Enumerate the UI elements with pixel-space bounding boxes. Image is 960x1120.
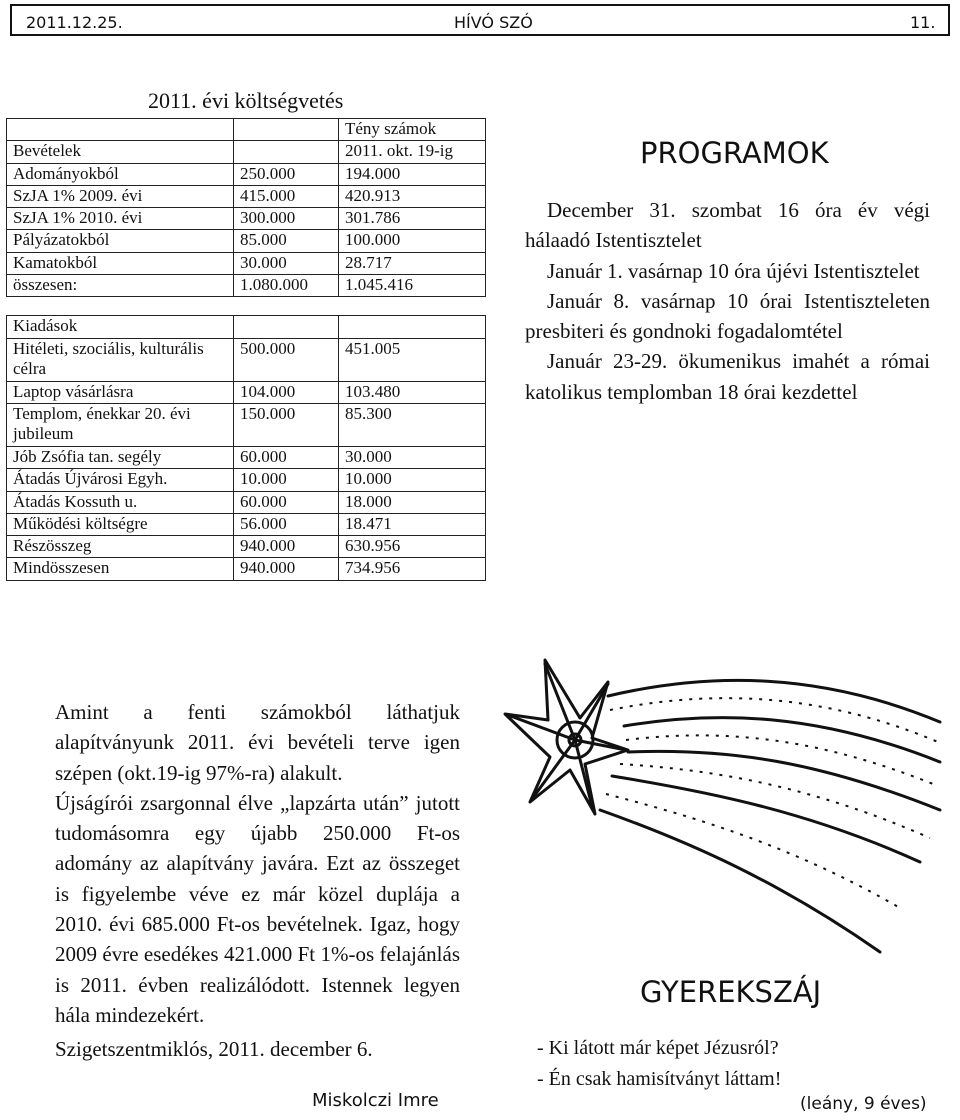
table-cell: 420.913 (339, 185, 486, 207)
table-cell: 85.300 (339, 403, 486, 446)
article-closing: Szigetszentmiklós, 2011. december 6. (55, 1037, 373, 1062)
table-cell (234, 119, 339, 141)
table-cell (7, 297, 234, 316)
table-cell: 940.000 (234, 536, 339, 558)
table-cell (7, 119, 234, 141)
header-page-number: 11. (910, 13, 936, 32)
table-cell: 85.000 (234, 230, 339, 252)
table-cell: 104.000 (234, 381, 339, 403)
shooting-star-illustration (500, 652, 950, 977)
table-cell: Adományokból (7, 163, 234, 185)
table-cell: Hitéleti, szociális, kulturális célra (7, 338, 234, 381)
table-cell (234, 297, 339, 316)
article-paragraph: Amint a fenti számokból láthatjuk alapítványunk 2011. évi bevételi terve igen szépen (okt.19-ig 97%-ra) alakult. (55, 700, 460, 785)
table-cell: Működési költségre (7, 513, 234, 535)
table-row (7, 252, 486, 274)
table-cell: SzJA 1% 2010. évi (7, 208, 234, 230)
table-cell: 18.471 (339, 513, 486, 535)
table-row (7, 381, 486, 403)
table-cell: Bevételek (7, 141, 234, 163)
table-spacer-row (7, 297, 486, 316)
page-header (10, 4, 950, 36)
table-cell: 60.000 (234, 491, 339, 513)
table-cell: 940.000 (234, 558, 339, 580)
table-cell: Pályázatokból (7, 230, 234, 252)
budget-title: 2011. évi költségvetés (148, 88, 344, 113)
header-title: HÍVÓ SZÓ (454, 13, 533, 32)
header-date: 2011.12.25. (26, 13, 123, 32)
table-cell: 56.000 (234, 513, 339, 535)
program-item: Január 8. vasárnap 10 órai Istentiszteleten presbiteri és gondnoki fogadalomtétel (525, 288, 930, 344)
table-row (7, 185, 486, 207)
table-cell: 500.000 (234, 338, 339, 381)
table-cell: összesen: (7, 275, 234, 297)
table-cell: 30.000 (339, 446, 486, 468)
table-row (7, 558, 486, 580)
table-cell: 60.000 (234, 446, 339, 468)
programs-title: PROGRAMOK (640, 136, 829, 170)
table-cell: 103.480 (339, 381, 486, 403)
table-row (7, 446, 486, 468)
program-item: December 31. szombat 16 óra év végi hálaadó Istentisztelet (525, 198, 930, 253)
kids-title: GYEREKSZÁJ (640, 975, 822, 1009)
table-cell: Kamatokból (7, 252, 234, 274)
budget-table (6, 118, 486, 581)
table-cell: 28.717 (339, 252, 486, 274)
table-cell: Tény számok (339, 119, 486, 141)
table-cell (234, 141, 339, 163)
kids-answer: - Én csak hamisítványt láttam! (537, 1068, 782, 1090)
programs-list (525, 195, 930, 407)
table-row (7, 119, 486, 141)
table-row (7, 403, 486, 446)
kids-signature: (leány, 9 éves) (800, 1094, 927, 1114)
table-cell: 150.000 (234, 403, 339, 446)
table-cell: 301.786 (339, 208, 486, 230)
table-cell: SzJA 1% 2009. évi (7, 185, 234, 207)
table-cell: 30.000 (234, 252, 339, 274)
table-row (7, 230, 486, 252)
table-cell: Jób Zsófia tan. segély (7, 446, 234, 468)
table-cell: 194.000 (339, 163, 486, 185)
table-row (7, 338, 486, 381)
table-row (7, 141, 486, 163)
table-cell: 734.956 (339, 558, 486, 580)
table-cell: 10.000 (234, 469, 339, 491)
table-row (7, 536, 486, 558)
table-row (7, 469, 486, 491)
article-paragraph: Újságírói zsargonnal élve „lapzárta után” jutott tudomásomra egy újabb 250.000 Ft-os adomány az alapítvány javára. Ezt az összeget is figyelembe véve ez már közel duplája a 2010. évi 685.000 Ft-os bevételnek. Igaz, hogy 2009 évre esedékes 421.000 Ft 1%-os felajánlás is 2011. évben realizálódott. Istennek legyen hála mindezekért. (55, 790, 460, 1027)
program-item: Január 1. vasárnap 10 óra újévi Istentisztelet (547, 258, 920, 283)
table-cell (339, 297, 486, 316)
table-cell (234, 316, 339, 338)
table-cell: Átadás Kossuth u. (7, 491, 234, 513)
table-cell: 250.000 (234, 163, 339, 185)
table-cell: 1.080.000 (234, 275, 339, 297)
table-cell: Laptop vásárlásra (7, 381, 234, 403)
table-cell: Átadás Újvárosi Egyh. (7, 469, 234, 491)
article (55, 697, 460, 1065)
table-cell: 2011. okt. 19-ig (339, 141, 486, 163)
table-cell: 415.000 (234, 185, 339, 207)
table-row (7, 208, 486, 230)
table-row (7, 491, 486, 513)
table-cell: 1.045.416 (339, 275, 486, 297)
table-row (7, 316, 486, 338)
table-cell: 630.956 (339, 536, 486, 558)
table-cell: 10.000 (339, 469, 486, 491)
program-item: Január 23-29. ökumenikus imahét a római katolikus templomban 18 órai kezdettel (525, 349, 930, 404)
table-cell (339, 316, 486, 338)
table-row (7, 513, 486, 535)
table-cell: Mindösszesen (7, 558, 234, 580)
article-author: Miskolczi Imre (312, 1090, 439, 1111)
table-cell: Kiadások (7, 316, 234, 338)
table-cell: 18.000 (339, 491, 486, 513)
table-cell: 100.000 (339, 230, 486, 252)
table-cell: Részösszeg (7, 536, 234, 558)
table-cell: 300.000 (234, 208, 339, 230)
kids-question: - Ki látott már képet Jézusról? (537, 1037, 779, 1059)
table-row (7, 275, 486, 297)
table-cell: Templom, énekkar 20. évi jubileum (7, 403, 234, 446)
table-cell: 451.005 (339, 338, 486, 381)
table-row (7, 163, 486, 185)
